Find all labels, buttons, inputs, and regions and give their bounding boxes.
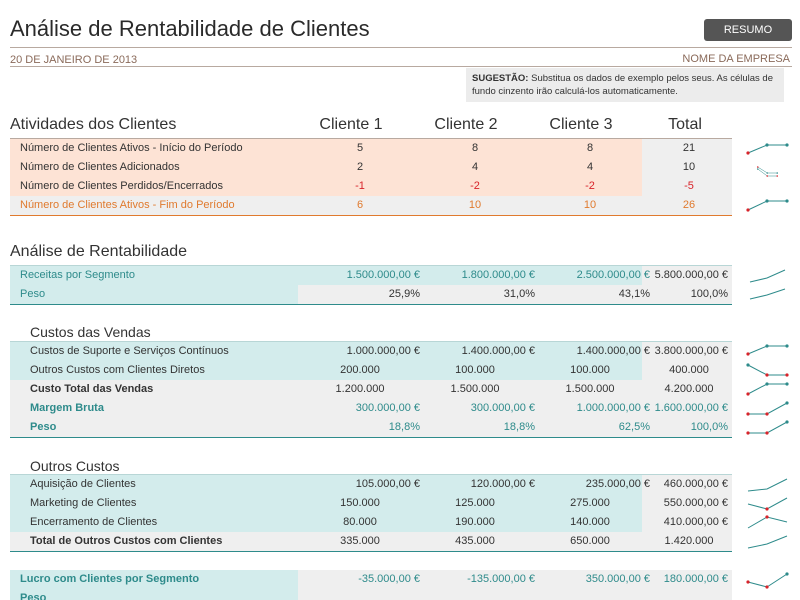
cell-cliente-2[interactable]: 125.000 [455,497,495,509]
sales-costs-bottom-line [10,437,732,438]
cell-cliente-2[interactable]: 300.000,00 € [470,402,535,414]
cell-cliente-1[interactable]: 80.000 [343,516,377,528]
sparkline-chart [745,513,790,532]
sparkline-chart [745,285,790,304]
sparkline-chart [745,418,790,437]
cell-cliente-3[interactable]: 4 [586,161,594,173]
page-title: Análise de Rentabilidade de Clientes [10,16,370,41]
subheader-divider [10,66,792,67]
cell-total[interactable]: 460.000,00 € [663,478,728,490]
cell-total[interactable]: 21 [682,142,696,154]
cell-cliente-3[interactable]: 10 [583,199,597,211]
sparkline-chart [745,380,790,399]
sparkline-chart [745,139,790,158]
table-row[interactable] [10,513,732,532]
cell-total[interactable]: 410.000,00 € [663,516,728,528]
activities-title: Atividades dos Clientes [10,116,177,133]
cell-total[interactable]: 100,0% [690,421,728,433]
tip-label: SUGESTÃO: [472,73,529,84]
row-label: Número de Clientes Ativos - Fim do Período [20,199,235,211]
row-label: Custos de Suporte e Serviços Contínuos [30,345,229,357]
cell-cliente-2[interactable]: 1.800.000,00 € [461,269,535,281]
table-row[interactable] [10,139,732,158]
company-name[interactable]: NOME DA EMPRESA [682,53,790,65]
row-label: Aquisição de Clientes [30,478,136,490]
sparkline-chart [745,196,790,215]
cell-total[interactable]: 1.600.000,00 € [654,402,728,414]
cell-cliente-2[interactable]: 18,8% [503,421,535,433]
report-date[interactable]: 20 DE JANEIRO DE 2013 [10,54,138,66]
cell-total[interactable]: 5.800.000,00 € [654,269,728,281]
cell-total[interactable]: -5 [684,180,694,192]
sparkline-chart [745,361,790,380]
profitability-bottom-line [10,304,732,305]
cell-cliente-3[interactable]: 140.000 [570,516,610,528]
table-row[interactable] [10,177,732,196]
cell-cliente-1[interactable]: 150.000 [340,497,380,509]
table-row[interactable] [10,418,732,437]
cell-cliente-1[interactable]: 300.000,00 € [355,402,420,414]
row-label: Peso [20,288,46,300]
cell-cliente-1[interactable]: -35.000,00 € [358,573,420,585]
cell-cliente-2[interactable]: -135.000,00 € [467,573,535,585]
table-row[interactable] [10,285,732,304]
cell-cliente-2[interactable]: 8 [471,142,479,154]
cell-cliente-1[interactable]: 1.500.000,00 € [346,269,420,281]
cell-cliente-1[interactable]: 200.000 [340,364,380,376]
table-row[interactable] [10,380,732,399]
cell-cliente-3[interactable]: 650.000 [570,535,610,547]
cell-total[interactable]: 180.000,00 € [663,573,728,585]
table-row[interactable] [10,158,732,177]
row-label: Número de Clientes Perdidos/Encerrados [20,180,223,192]
cell-cliente-2[interactable]: 100.000 [455,364,495,376]
cell-cliente-3[interactable]: 2.500.000,00 € [576,269,650,281]
table-row[interactable] [10,570,732,590]
cell-cliente-1[interactable]: 5 [356,142,364,154]
row-label: Número de Clientes Ativos - Início do Período [20,142,243,154]
resumo-button[interactable]: RESUMO [704,19,792,41]
cell-cliente-2[interactable]: 31,0% [503,288,535,300]
tip-box [466,68,784,102]
cell-cliente-1[interactable]: 1.000.000,00 € [346,345,420,357]
cell-cliente-2[interactable]: 4 [471,161,479,173]
cell-cliente-1[interactable]: 6 [356,199,364,211]
sparkline-chart [745,570,790,589]
col-header-total: Total [668,116,702,133]
col-header-cliente-3: Cliente 3 [549,116,613,133]
tip-text: Substitua os dados de exemplo pelos seus. As células de fundo cinzento irão calculá-los automaticamente. [472,73,773,97]
cell-cliente-3[interactable]: 43,1% [618,288,650,300]
cell-cliente-1[interactable]: 1.200.000 [335,383,385,395]
row-label: Marketing de Clientes [30,497,137,509]
row-label: Peso [20,592,47,600]
table-row[interactable] [10,399,732,418]
row-label: Encerramento de Clientes [30,516,158,528]
cell-cliente-2[interactable]: 190.000 [455,516,495,528]
cell-cliente-1[interactable]: 105.000,00 € [355,478,420,490]
cell-total[interactable]: 100,0% [690,288,728,300]
cell-cliente-1[interactable]: 335.000 [340,535,380,547]
sparkline-chart [745,399,790,418]
row-label: Número de Clientes Adicionados [20,161,180,173]
other-costs-title: Outros Custos [30,458,120,474]
cell-total[interactable]: 4.200.000 [664,383,714,395]
cell-total[interactable]: 1.420.000 [664,535,714,547]
table-row[interactable] [10,196,732,215]
cell-cliente-2[interactable]: 435.000 [455,535,495,547]
cell-cliente-3[interactable]: -2 [585,180,595,192]
cell-cliente-1[interactable]: -1 [355,180,365,192]
sparkline-chart [745,532,790,551]
cell-cliente-3[interactable]: 1.000.000,00 € [576,402,650,414]
cell-cliente-3[interactable]: 275.000 [570,497,610,509]
row-label: Outros Custos com Clientes Diretos [30,364,205,376]
cell-cliente-3[interactable]: 100.000 [570,364,610,376]
row-label: Custo Total das Vendas [30,383,154,395]
cell-cliente-2[interactable]: 1.400.000,00 € [461,345,535,357]
col-header-cliente-1: Cliente 1 [319,116,383,133]
cell-cliente-1[interactable]: 2 [356,161,364,173]
header-divider [10,47,792,48]
sparkline-chart [745,475,790,494]
row-label: Margem Bruta [30,402,104,414]
cell-cliente-2[interactable]: -2 [470,180,480,192]
table-row[interactable] [10,361,732,380]
row-label: Total de Outros Custos com Clientes [30,535,223,547]
activities-bottom-line [10,215,732,216]
profitability-title: Análise de Rentabilidade [10,243,188,260]
cell-total[interactable]: 10 [682,161,696,173]
cell-cliente-1[interactable]: 25,9% [388,288,420,300]
cell-cliente-2[interactable]: 10 [468,199,482,211]
cell-cliente-3[interactable]: 1.400.000,00 € [576,345,650,357]
row-label: Receitas por Segmento [20,269,135,281]
table-row[interactable] [10,532,732,551]
cell-total[interactable]: 400.000 [669,364,709,376]
table-row[interactable] [10,494,732,513]
table-row[interactable] [10,342,732,361]
cell-cliente-3[interactable]: 350.000,00 € [585,573,650,585]
table-row[interactable] [10,590,732,600]
cell-cliente-1[interactable]: 18,8% [388,421,420,433]
cell-total[interactable]: 550.000,00 € [663,497,728,509]
cell-total[interactable]: 3.800.000,00 € [654,345,728,357]
sparkline-chart [745,266,790,285]
cell-total[interactable]: 26 [682,199,696,211]
cell-cliente-3[interactable]: 235.000,00 € [585,478,650,490]
table-row[interactable] [10,266,732,285]
col-header-cliente-2: Cliente 2 [434,116,498,133]
sparkline-chart [745,158,790,177]
row-label: Lucro com Clientes por Segmento [20,573,200,585]
sparkline-chart [745,342,790,361]
sales-costs-title: Custos das Vendas [30,324,151,340]
cell-cliente-3[interactable]: 1.500.000 [565,383,615,395]
row-label: Peso [30,421,57,433]
other-costs-bottom-line [10,551,732,552]
sparkline-chart [745,494,790,513]
cell-cliente-2[interactable]: 1.500.000 [450,383,500,395]
cell-cliente-3[interactable]: 62,5% [618,421,650,433]
table-row[interactable] [10,475,732,494]
cell-cliente-3[interactable]: 8 [586,142,594,154]
cell-cliente-2[interactable]: 120.000,00 € [470,478,535,490]
